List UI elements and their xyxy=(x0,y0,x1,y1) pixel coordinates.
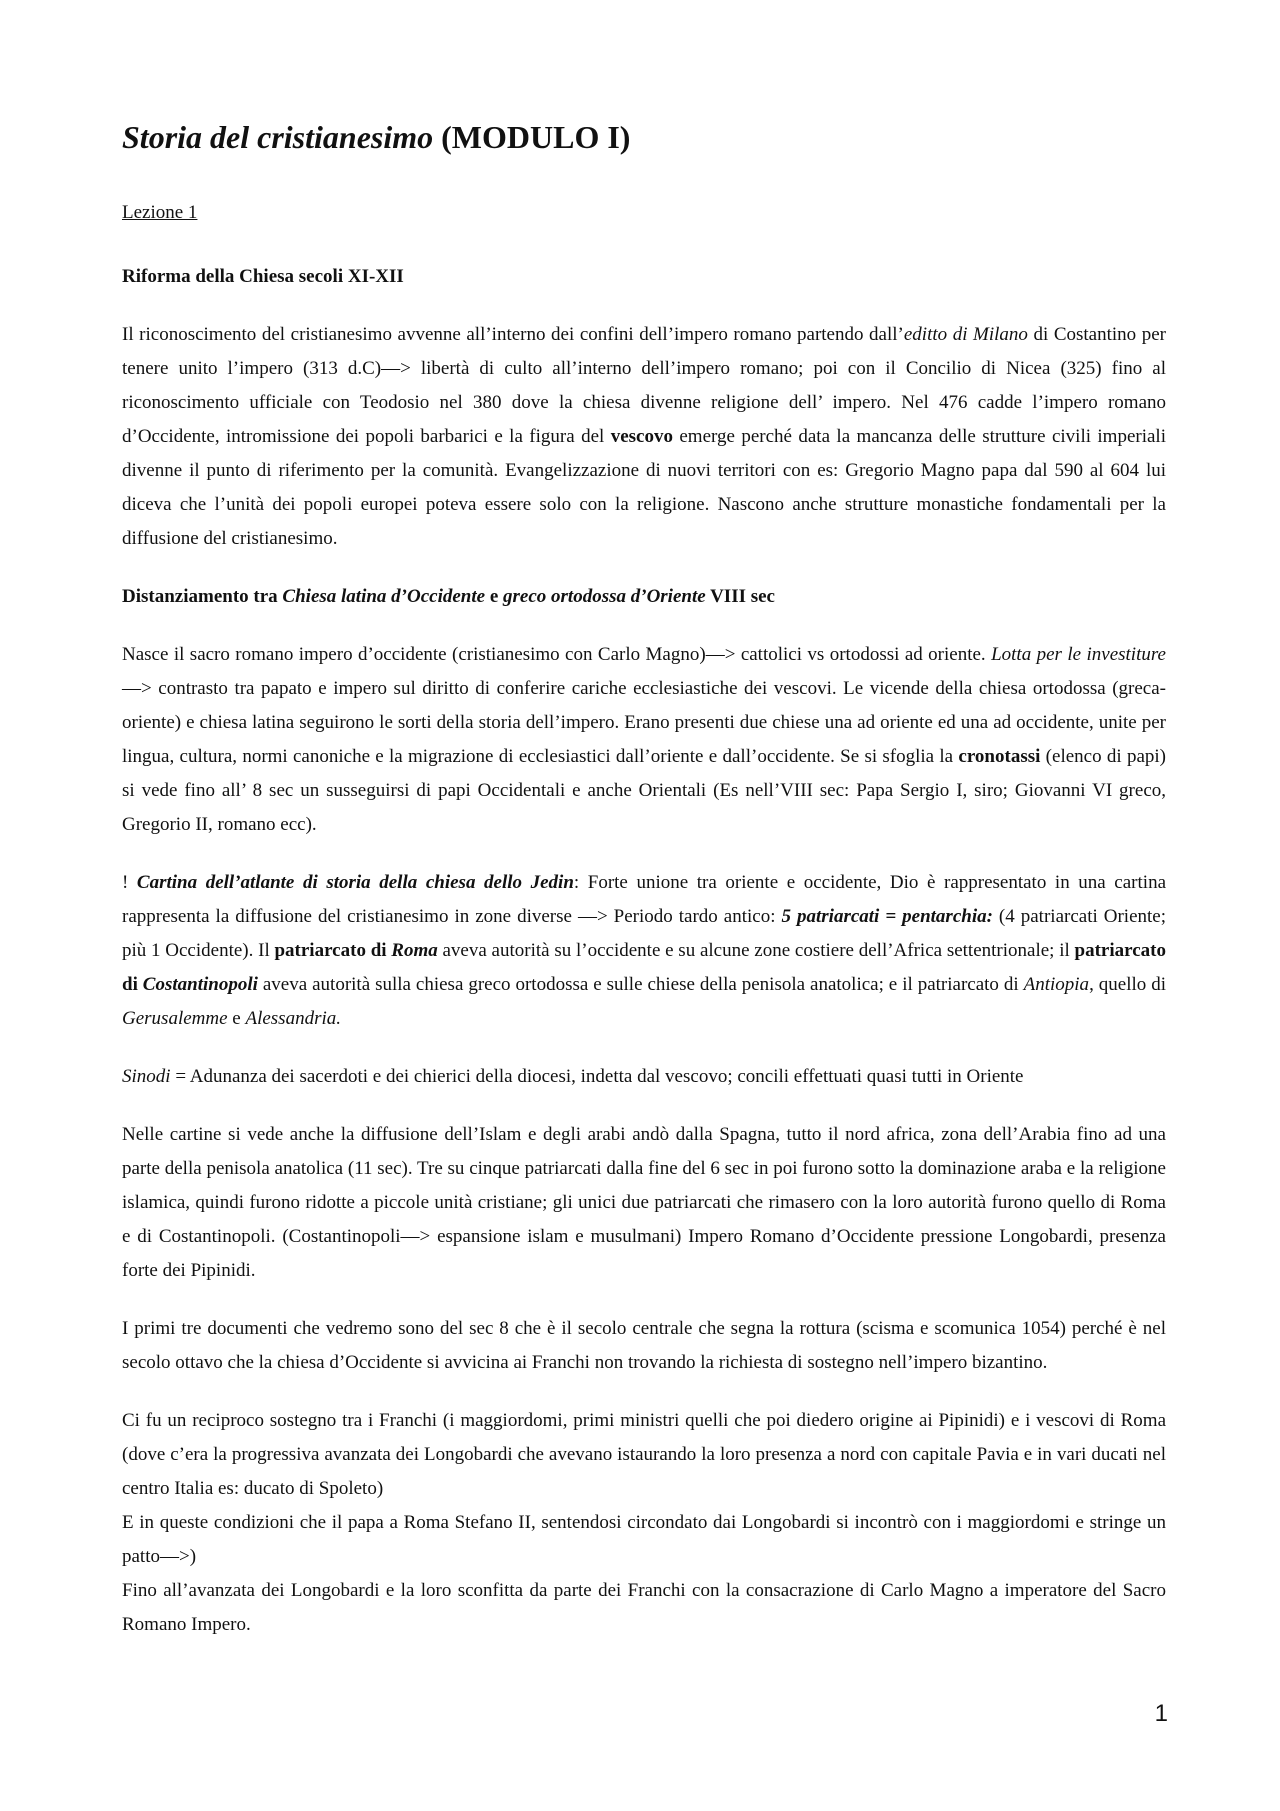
text-span: ! xyxy=(122,872,137,894)
paragraph-cartina xyxy=(122,866,1166,1036)
text-pentarchia: 5 patriarcati = pentarchia: xyxy=(781,906,993,928)
text-antiopia: Antiopia xyxy=(1023,974,1090,996)
text-roma: Roma xyxy=(391,940,438,962)
page-number: 1 xyxy=(1154,1700,1168,1727)
title-italic: Storia del cristianesimo xyxy=(122,119,442,155)
text-span: e xyxy=(485,586,504,608)
text-alessandria: Alessandria. xyxy=(245,1008,341,1030)
paragraph-reciproco-sostegno: Ci fu un reciproco sostegno tra i Franchi (i maggiordomi, primi ministri quelli che poi diedero origine ai Pipinidi) e i vescovi di Roma (dove c’era la progressiva avanzata dei Longobardi che avevano istaurando la loro presenza a nord con capitale Pavia e in vari ducati nel centro Italia es: ducato di Spoleto) xyxy=(122,1410,1166,1500)
text-vescovo: vescovo xyxy=(610,426,673,448)
text-span: aveva autorità su l’occidente e su alcune zone costiere dell’Africa settentrionale; il xyxy=(437,940,1075,962)
text-cartina-atlante: Cartina dell’atlante di storia della chiesa dello Jedin xyxy=(136,872,574,894)
text-span: e xyxy=(227,1008,246,1030)
text-span: : Forte unione tra oriente e occidente, Dio è rappresentato in una cartina rappresenta la diffusione del cristianesimo in zone diverse —> Periodo tardo antico: xyxy=(122,872,1166,928)
text-span: (4 patriarcati Oriente; più 1 Occidente). Il xyxy=(122,906,1166,962)
document-page xyxy=(122,118,1166,1642)
section-heading-distanziamento xyxy=(122,580,1166,614)
document-title xyxy=(122,118,1166,156)
text-span: VIII sec xyxy=(705,586,775,608)
text-span: , quello di xyxy=(1089,974,1166,996)
text-span: aveva autorità sulla chiesa greco ortodossa e sulle chiese della penisola anatolica; e il patriarcato di xyxy=(257,974,1024,996)
paragraph-carlo-magno: Fino all’avanzata dei Longobardi e la loro sconfitta da parte dei Franchi con la consacrazione di Carlo Magno a imperatore del Sacro Romano Impero. xyxy=(122,1580,1166,1636)
text-span: —> contrasto tra papato e impero sul diritto di conferire cariche ecclesiastiche dei vescovi. Le vicende della chiesa ortodossa (greca- oriente) e chiesa latina seguirono le sorti della storia dell’impero. Erano presenti due chiese una ad oriente ed una ad occidente, unite per lingua, cultura, normi canoniche e la migrazione di ecclesiastici dall’oriente e dall’occidente. Se si sfoglia la xyxy=(122,678,1166,768)
text-span: (elenco di papi) si vede fino all’ 8 sec un susseguirsi di papi Occidentali e anche Orientali (Es nell’VIII sec: Papa Sergio I, siro; Giovanni VI greco, Gregorio II, romano ecc). xyxy=(122,746,1166,836)
text-editto-milano: editto di Milano xyxy=(903,324,1028,346)
text-span: di Costantino per tenere unito l’impero (313 d.C)—> libertà di culto all’interno dell’impero romano; poi con il Concilio di Nicea (325) fino al riconoscimento ufficiale con Teodosio nel 380 dove la chiesa divenne religione dell’ impero. Nel 476 cadde l’impero romano d’Occidente, intromissione dei popoli barbarici e la figura del xyxy=(122,324,1166,448)
paragraph-sinodi xyxy=(122,1060,1166,1094)
text-lotta-investiture: Lotta per le investiture xyxy=(991,644,1166,666)
title-paren-close: ) xyxy=(619,119,631,155)
text-span: Nasce il sacro romano impero d’occidente (cristianesimo con Carlo Magno)—> cattolici vs ortodossi ad oriente. xyxy=(122,644,992,666)
text-span: Distanziamento tra xyxy=(122,586,283,608)
text-costantinopoli: Costantinopoli xyxy=(142,974,258,996)
text-span: emerge perché data la mancanza delle strutture civili imperiali divenne il punto di riferimento per la comunità. Evangelizzazione di nuovi territori con es: Gregorio Magno papa dal 590 al 604 lui diceva che l’unità dei popoli europei poteva essere solo con la religione. Nascono anche strutture monastiche fondamentali per la diffusione del cristianesimo. xyxy=(122,426,1166,550)
paragraph-islam: Nelle cartine si vede anche la diffusione dell’Islam e degli arabi andò dalla Spagna, tutto il nord africa, zona dell’Arabia fino ad una parte della penisola anatolica (11 sec). Tre su cinque patriarcati dalla fine del 6 sec in poi furono sotto la dominazione araba e la religione islamica, quindi furono ridotte a piccole unità cristiane; gli unici due patriarcati che rimasero con la loro autorità furono quello di Roma e di Costantinopoli. (Costantinopoli—> espansione islam e musulmani) Impero Romano d’Occidente pressione Longobardi, presenza forte dei Pipinidi. xyxy=(122,1124,1166,1282)
text-chiesa-latina: Chiesa latina d’Occidente xyxy=(282,586,486,608)
paragraph-stefano-ii: E in queste condizioni che il papa a Roma Stefano II, sentendosi circondato dai Longobardi si incontrò con i maggiordomi e stringe un patto—>) xyxy=(122,1512,1166,1568)
text-patriarcato: patriarcato di xyxy=(274,940,392,962)
text-cronotassi: cronotassi xyxy=(958,746,1041,768)
text-span: Il riconoscimento del cristianesimo avvenne all’interno dei confini dell’impero romano partendo dall’ xyxy=(122,324,904,346)
title-module: MODULO I xyxy=(451,119,620,155)
paragraph-sacro-romano-impero xyxy=(122,638,1166,842)
paragraph-primi-documenti: I primi tre documenti che vedremo sono del sec 8 che è il secolo centrale che segna la rottura (scisma e scomunica 1054) perché è nel secolo ottavo che la chiesa d’Occidente si avvicina ai Franchi non trovando la richiesta di sostegno nell’impero bizantino. xyxy=(122,1318,1166,1374)
lesson-label: Lezione 1 xyxy=(122,202,198,224)
section-heading-riforma: Riforma della Chiesa secoli XI-XII xyxy=(122,266,404,288)
paragraph-riconoscimento xyxy=(122,318,1166,556)
text-sinodi: Sinodi xyxy=(122,1066,171,1088)
text-span: = Adunanza dei sacerdoti e dei chierici della diocesi, indetta dal vescovo; concili effettuati quasi tutti in Oriente xyxy=(170,1066,1024,1088)
text-patriarcato: patriarcato di xyxy=(122,940,1166,996)
text-gerusalemme: Gerusalemme xyxy=(122,1008,228,1030)
title-paren-open: ( xyxy=(441,119,452,155)
text-greco-ortodossa: greco ortodossa d’Oriente xyxy=(503,586,706,608)
